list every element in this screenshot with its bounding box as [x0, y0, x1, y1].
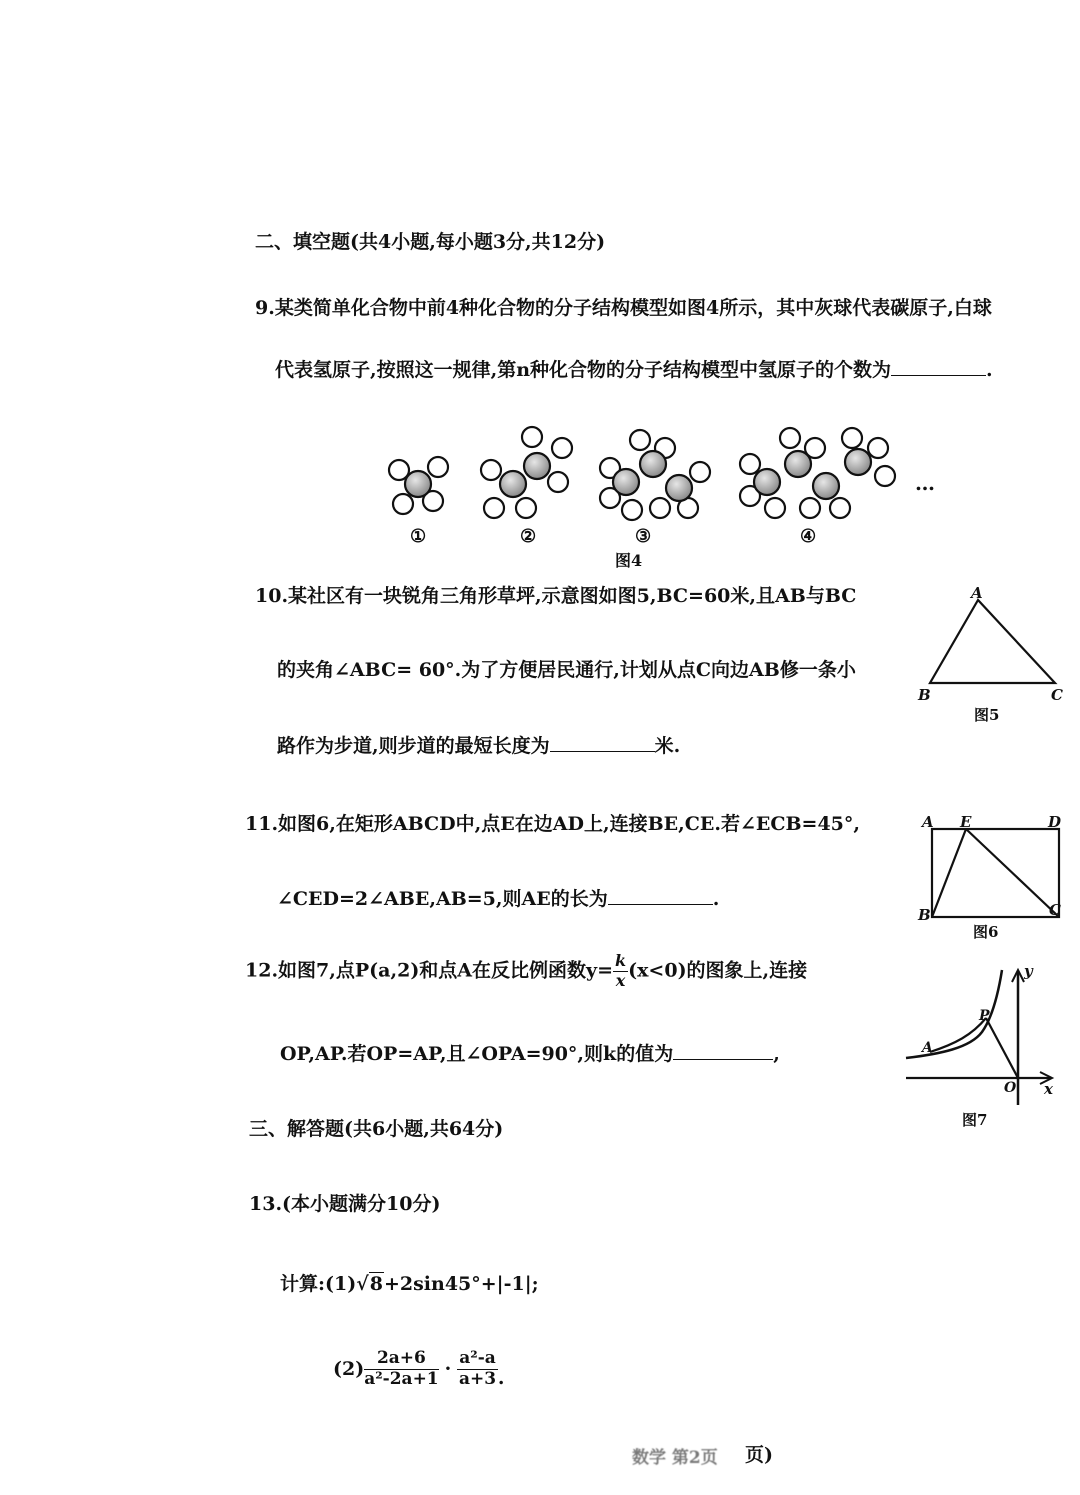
q11-line-2	[277, 890, 719, 909]
q11-line-1: 11.如图6,在矩形ABCD中,点E在边AD上,连接BE,CE.若∠ECB=45°,	[245, 813, 861, 835]
figure-4-label-2: ②	[520, 526, 537, 547]
q13-fraction-1	[364, 1350, 438, 1389]
figure-6-label-e: E	[960, 813, 972, 831]
q12-line-1	[245, 953, 807, 990]
q10-line-2: 的夹角∠ABC= 60°.为了方便居民通行,计划从点C向边AB修一条小	[277, 659, 856, 681]
q12-fraction-num: k	[615, 951, 627, 970]
q12-line-2-end: ,	[773, 1043, 780, 1065]
molecule-2	[481, 427, 572, 518]
q13-part-2	[333, 1350, 504, 1389]
q10-line-3-text: 路作为步道,则步道的最短长度为	[277, 735, 550, 757]
q13-fraction-2-den: a+3	[458, 1368, 497, 1389]
figure-5-caption: 图5	[974, 706, 1000, 724]
q9-line-2	[275, 361, 993, 380]
q13-part-1-prefix: 计算:(1)	[280, 1273, 357, 1295]
figure-6-label-d: D	[1048, 813, 1062, 831]
figure-7-label-o: O	[1004, 1080, 1017, 1096]
footer-page-text: 数学 第2页	[632, 1448, 718, 1468]
footer-page-end: 页)	[745, 1444, 773, 1466]
q9-line-2-end: .	[986, 359, 993, 381]
figure-6-label-c: C	[1049, 901, 1061, 919]
q11-line-2-text: ∠CED=2∠ABE,AB=5,则AE的长为	[277, 888, 608, 910]
figure-7-label-a: A	[922, 1040, 933, 1056]
figure-7-label-x: x	[1044, 1080, 1053, 1098]
molecule-1	[389, 457, 448, 514]
q11-answer-blank[interactable]	[608, 903, 713, 905]
figure-5-label-a: A	[971, 584, 983, 602]
section-2-title: 二、填空题(共4小题,每小题3分,共12分)	[255, 231, 606, 253]
q13-part-2-end: .	[497, 1366, 505, 1389]
q12-line-2-text: OP,AP.若OP=AP,且∠OPA=90°,则k的值为	[280, 1043, 674, 1065]
section-3-title: 三、解答题(共6小题,共64分)	[249, 1118, 504, 1140]
figure-5-label-c: C	[1051, 686, 1063, 704]
figure-5-triangle	[905, 580, 1075, 730]
q13-title: 13.(本小题满分10分)	[249, 1193, 441, 1215]
q12-line-1-b: (x<0)的图象上,连接	[628, 959, 808, 982]
molecule-3	[600, 430, 710, 520]
q13-dot: ·	[444, 1357, 452, 1380]
q12-fraction	[613, 953, 628, 990]
q12-answer-blank[interactable]	[673, 1058, 773, 1060]
figure-4-label-3: ③	[635, 526, 652, 547]
q9-line-1: 9.某类简单化合物中前4种化合物的分子结构模型如图4所示，其中灰球代表碳原子,白球	[255, 297, 992, 319]
figure-7-graph	[900, 960, 1070, 1135]
figure-4-molecules	[370, 420, 950, 580]
figure-4-caption: 图4	[615, 551, 643, 570]
q13-fraction-2-num: a²-a	[459, 1348, 496, 1368]
q10-unit: 米.	[654, 735, 681, 757]
q13-part-1	[280, 1275, 539, 1294]
figure-6-label-a: A	[922, 813, 934, 831]
figure-4-label-4: ④	[800, 526, 817, 547]
q13-fraction-1-num: 2a+6	[364, 1350, 438, 1370]
q12-line-1-a: 12.如图7,点P(a,2)和点A在反比例函数y=	[245, 959, 614, 982]
q9-answer-blank[interactable]	[891, 374, 986, 376]
q13-fraction-2	[457, 1350, 498, 1389]
q10-line-3	[277, 737, 680, 756]
molecule-4	[740, 428, 895, 518]
figure-4-label-1: ①	[410, 526, 427, 547]
q13-sqrt-arg: 8	[369, 1273, 383, 1295]
q10-answer-blank[interactable]	[550, 750, 655, 752]
q10-line-1: 10.某社区有一块锐角三角形草坪,示意图如图5,BC=60米,且AB与BC	[255, 585, 857, 607]
figure-7-caption: 图7	[962, 1111, 988, 1129]
q13-part-1-rest: +2sin45°+|-1|;	[383, 1273, 539, 1295]
q12-fraction-den: x	[615, 970, 626, 990]
figure-6-label-b: B	[918, 906, 931, 924]
figure-7-label-p: P	[979, 1008, 990, 1024]
figure-7-label-y: y	[1024, 962, 1033, 980]
figure-4-ellipsis: …	[915, 471, 935, 495]
sqrt-icon: √	[356, 1273, 369, 1295]
q12-line-2	[280, 1045, 780, 1064]
q11-line-2-end: .	[712, 888, 720, 910]
q13-part-2-prefix: (2)	[333, 1357, 365, 1380]
figure-6-caption: 图6	[973, 923, 999, 941]
figure-5-label-b: B	[918, 686, 931, 704]
q13-fraction-1-den: a²-2a+1	[364, 1368, 439, 1389]
q9-line-2-text: 代表氢原子,按照这一规律,第n种化合物的分子结构模型中氢原子的个数为	[275, 359, 892, 381]
figure-6-rectangle	[915, 810, 1075, 945]
